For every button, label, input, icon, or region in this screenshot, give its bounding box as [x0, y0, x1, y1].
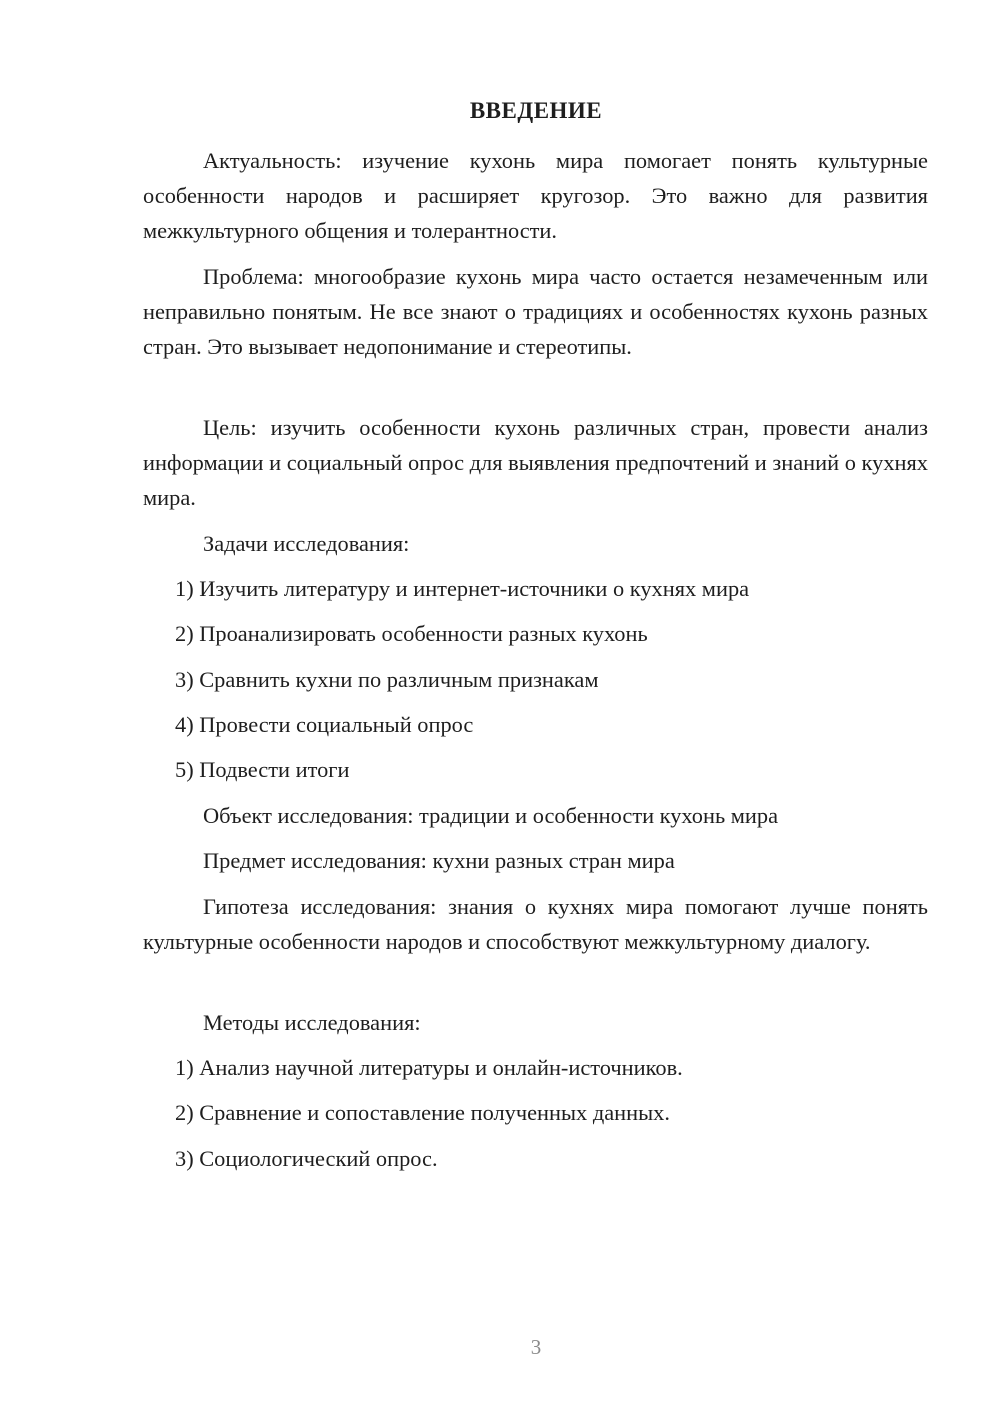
tasks-list-item: 2) Проанализировать особенности разных кухонь [175, 621, 648, 646]
tasks-list-item: 1) Изучить литературу и интернет-источники о кухнях мира [175, 576, 750, 601]
research-object: Объект исследования: традиции и особенности кухонь мира [203, 803, 779, 828]
goal-text: Цель: изучить особенности кухонь различных стран, провести анализ информации и социальный опрос для выявления предпочтений и знаний о кухнях мира. [143, 415, 928, 510]
problem-text: Проблема: многообразие кухонь мира часто остается незамеченным или неправильно понятым. Не все знают о традициях и особенностях кухонь разных стран. Это вызывает недопонимание и стереотипы. [143, 264, 928, 359]
problem-paragraph [143, 259, 928, 364]
page-number: 3 [530, 1335, 542, 1359]
methods-list-item: 2) Сравнение и сопоставление полученных данных. [175, 1100, 670, 1125]
hypothesis-text: Гипотеза исследования: знания о кухнях мира помогают лучше понять культурные особенности народов и способствуют межкультурному диалогу. [143, 894, 928, 954]
tasks-list-item: 4) Провести социальный опрос [175, 712, 474, 737]
page-title: ВВЕДЕНИЕ [469, 98, 603, 123]
tasks-title: Задачи исследования: [203, 531, 410, 556]
research-subject: Предмет исследования: кухни разных стран мира [203, 848, 675, 873]
methods-list-item: 1) Анализ научной литературы и онлайн-источников. [175, 1055, 683, 1080]
methods-list-item: 3) Социологический опрос. [175, 1146, 438, 1171]
methods-title: Методы исследования: [203, 1010, 421, 1035]
hypothesis-paragraph [143, 889, 928, 959]
tasks-list-item: 5) Подвести итоги [175, 757, 350, 782]
relevance-text: Актуальность: изучение кухонь мира помогает понять культурные особенности народов и расширяет кругозор. Это важно для развития межкультурного общения и толерантности. [143, 148, 928, 243]
tasks-list-item: 3) Сравнить кухни по различным признакам [175, 667, 599, 692]
relevance-paragraph [143, 143, 928, 248]
goal-paragraph [143, 410, 928, 515]
